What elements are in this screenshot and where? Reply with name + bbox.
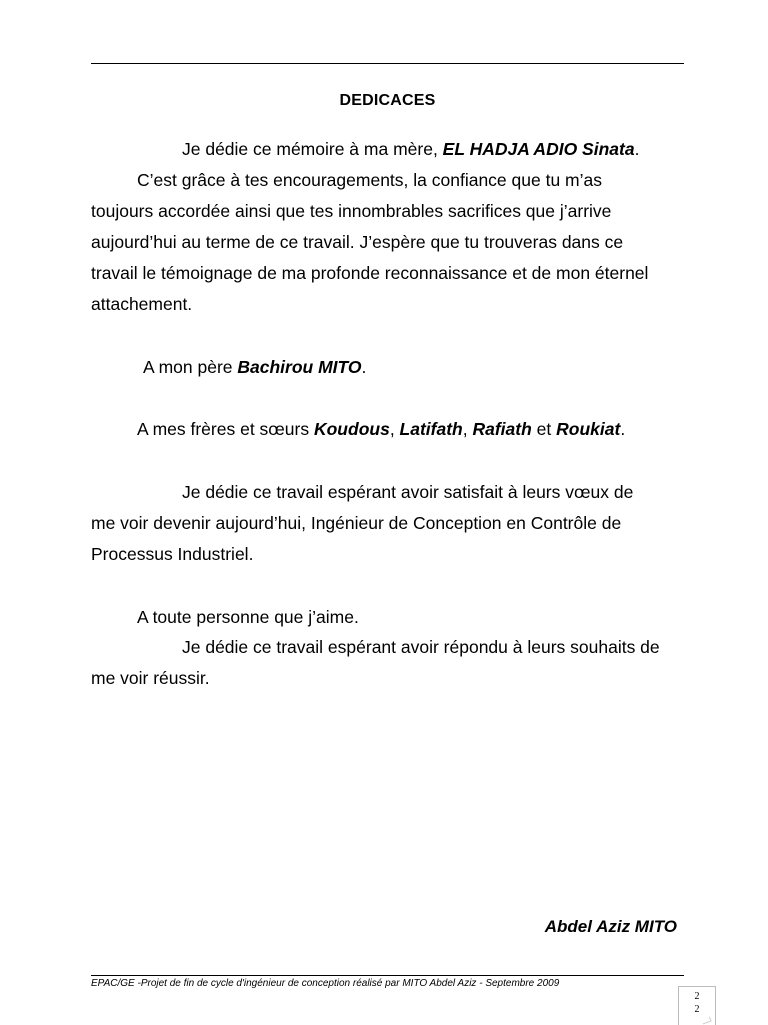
- text-segment: .: [620, 419, 626, 439]
- paragraph-line: Processus Industriel.: [91, 544, 254, 564]
- sibling-name: Koudous: [313, 419, 390, 439]
- paragraph-line: toujours accordée ainsi que tes innombrables sacrifices que j’arrive: [91, 201, 612, 221]
- text-segment: A mes frères et sœurs: [137, 419, 314, 439]
- text-segment: .: [634, 139, 640, 159]
- paragraph-line: travail le témoignage de ma profonde reconnaissance et de mon éternel: [91, 263, 649, 283]
- page-curl-icon: [701, 1017, 711, 1025]
- footer-rule: [91, 975, 684, 976]
- dedication-father-line: [143, 357, 366, 377]
- paragraph-line: me voir réussir.: [91, 668, 210, 688]
- dedication-mother-line: [182, 139, 639, 159]
- paragraph-line: aujourd’hui au terme de ce travail. J’espère que tu trouveras dans ce: [91, 232, 624, 252]
- header-rule: [91, 63, 684, 64]
- sibling-name: Latifath: [399, 419, 463, 439]
- paragraph-line: attachement.: [91, 294, 193, 314]
- page-number: 2: [694, 1004, 700, 1015]
- text-segment: A mon père: [143, 357, 238, 377]
- page-number: 2: [694, 991, 700, 1002]
- paragraph-line: Je dédie ce travail espérant avoir répondu à leurs souhaits de: [182, 637, 660, 657]
- page-number-box: [678, 986, 716, 1025]
- sibling-name: Rafiath: [472, 419, 532, 439]
- mother-name: EL HADJA ADIO Sinata: [442, 139, 635, 159]
- author-signature: Abdel Aziz MITO: [544, 917, 677, 936]
- paragraph-line: C’est grâce à tes encouragements, la confiance que tu m’as: [137, 170, 602, 190]
- paragraph-line: Je dédie ce travail espérant avoir satisfait à leurs vœux de: [182, 482, 634, 502]
- sibling-name: Roukiat: [556, 419, 621, 439]
- father-name: Bachirou MITO: [237, 357, 362, 377]
- text-segment: ,: [462, 419, 473, 439]
- text-segment: .: [361, 357, 367, 377]
- paragraph-line: A toute personne que j’aime.: [137, 607, 359, 627]
- text-segment: Je dédie ce mémoire à ma mère,: [182, 139, 443, 159]
- paragraph-line: me voir devenir aujourd’hui, Ingénieur de Conception en Contrôle de: [91, 513, 622, 533]
- dedication-siblings-line: [137, 419, 625, 439]
- text-segment: ,: [389, 419, 400, 439]
- footer-text: EPAC/GE -Projet de fin de cycle d'ingénieur de conception réalisé par MITO Abdel Aziz - Septembre 2009: [91, 978, 560, 989]
- page-title: DEDICACES: [339, 92, 436, 109]
- text-segment: et: [531, 419, 557, 439]
